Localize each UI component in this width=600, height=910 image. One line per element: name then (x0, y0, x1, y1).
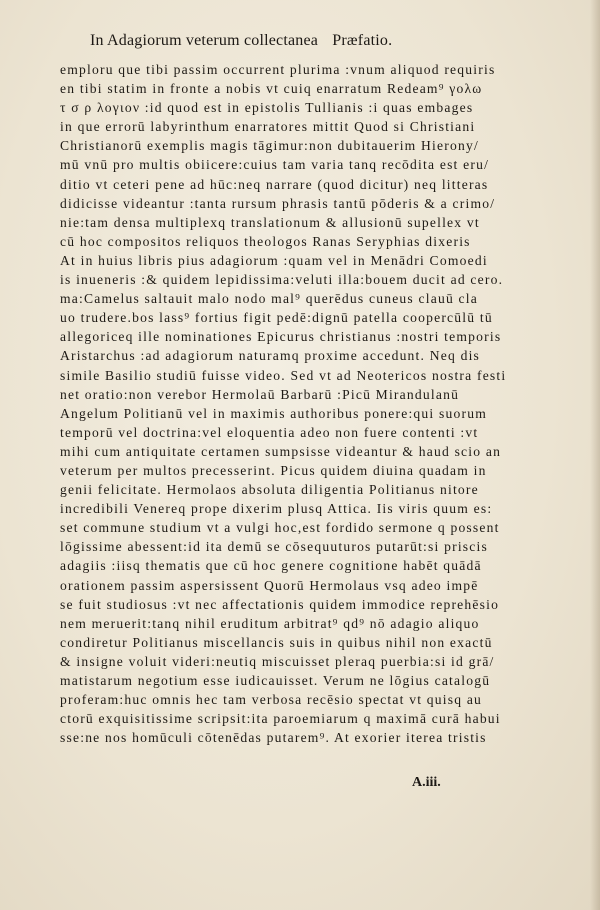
text-line: incredibili Venereq prope dixerim plusq Attica. Iis viris quum es: (60, 501, 493, 517)
running-title: In Adagiorum veterum collectanea (90, 32, 319, 49)
running-header (90, 32, 520, 50)
text-line: is inueneris :& quidem lepidissima:veluti illa:bouem ducit ad cero. (60, 272, 504, 288)
text-line: cū hoc compositos reliquos theologos Ranas Seryphias dixeris (60, 233, 471, 249)
text-line: nie:tam densa multiplexq translationum & allusionū supellex vt (60, 214, 480, 230)
text-line: orationem passim aspersissent Quorū Hermolaus vsq adeo impē (60, 577, 479, 593)
text-line: veterum per multos precesserint. Picus quidem diuina quadam in (60, 462, 487, 478)
text-line: mihi cum antiquitate certamen sumpsisse videantur & haud scio an (60, 443, 502, 459)
text-line: adagiis :iisq thematis que cū hoc genere cognitione habēt quādā (60, 558, 482, 574)
text-line: nem meruerit:tanq nihil eruditum arbitrat⁹ qd⁹ nō adagio aliquo (60, 615, 480, 631)
text-line: At in huius libris pius adagiorum :quam vel in Menādri Comoedi (60, 252, 488, 268)
text-line: emploru que tibi passim occurrent plurima :vnum aliquod requiris (60, 62, 496, 77)
text-line: lōgissime abessent:id ita demū se cōsequuturos putarūt:si priscis (60, 539, 488, 555)
text-line: ditio vt ceteri pene ad hūc:neq narrare (quod dicitur) neq litteras (60, 176, 489, 192)
text-line: se fuit studiosus :vt nec affectationis quidem immodice reprehēsio (60, 596, 500, 612)
text-line: set commune studium vt a vulgi hoc,est fordido sermone q possent (60, 520, 500, 536)
text-line: uo trudere.bos lass⁹ fortius figit pedē:dignū patella coopercūlū tū (60, 310, 493, 326)
text-line: temporū vel doctrina:vel eloquentia adeo non fuere contenti :vt (60, 424, 479, 440)
body-text-block (60, 60, 540, 747)
text-line: genii felicitate. Hermolaos absoluta diligentia Politianus nitore (60, 482, 479, 498)
text-line: sse:ne nos homūculi cōtenēdas putarem⁹. At exorier iterea tristis (60, 730, 487, 746)
page-edge-shadow (590, 0, 600, 910)
text-line: ctorū exquisitissime scripsit:ita paroemiarum q maximā curā habui (60, 711, 501, 727)
text-line: in que errorū labyrinthum enarratores mittit Quod si Christiani (60, 119, 476, 135)
signature-mark: A.iii. (412, 775, 441, 790)
text-line: Aristarchus :ad adagiorum naturamq proxime accedunt. Neq dis (60, 348, 481, 364)
text-line: ma:Camelus saltauit malo nodo mal⁹ querēdus cuneus clauū cla (60, 291, 478, 307)
text-line: & insigne voluit videri:neutiq miscuisset pleraq puerbia:si id grā/ (60, 653, 495, 669)
text-line: proferam:huc omnis hec tam verbosa recēsio spectat vt quisq au (60, 692, 483, 708)
text-line: Angelum Politianū vel in maximis authoribus ponere:qui suorum (60, 405, 487, 421)
text-line: τ σ ρ λογιον :id quod est in epistolis Tullianis :i quas embages (60, 100, 474, 116)
text-line: matistarum negotium esse iudicauisset. Verum ne lōgius catalogū (60, 673, 491, 688)
text-line: condiretur Politianus miscellancis suis in quibus nihil non exactū (60, 634, 493, 650)
section-title: Præfatio. (332, 32, 393, 49)
text-line: mū vnū pro multis obiicere:cuius tam varia tanq recōdita est eru/ (60, 157, 490, 173)
text-line: Christianorū exemplis magis tāgimur:non dubitauerim Hierony/ (60, 138, 479, 154)
text-line: didicisse videantur :tanta rursum phrasis tantū pōderis & a crimo/ (60, 195, 496, 211)
text-line: en tibi statim in fronte a nobis vt cuiq enarratum Redeam⁹ γολω (60, 81, 483, 97)
text-line: allegoriceq ille nominationes Epicurus christianus :nostri temporis (60, 329, 502, 345)
text-line: net oratio:non verebor Hermolaū Barbarū :Picū Mirandulanū (60, 386, 460, 402)
text-line: simile Basilio studiū fuisse video. Sed vt ad Neotericos nostra festi (60, 367, 507, 383)
